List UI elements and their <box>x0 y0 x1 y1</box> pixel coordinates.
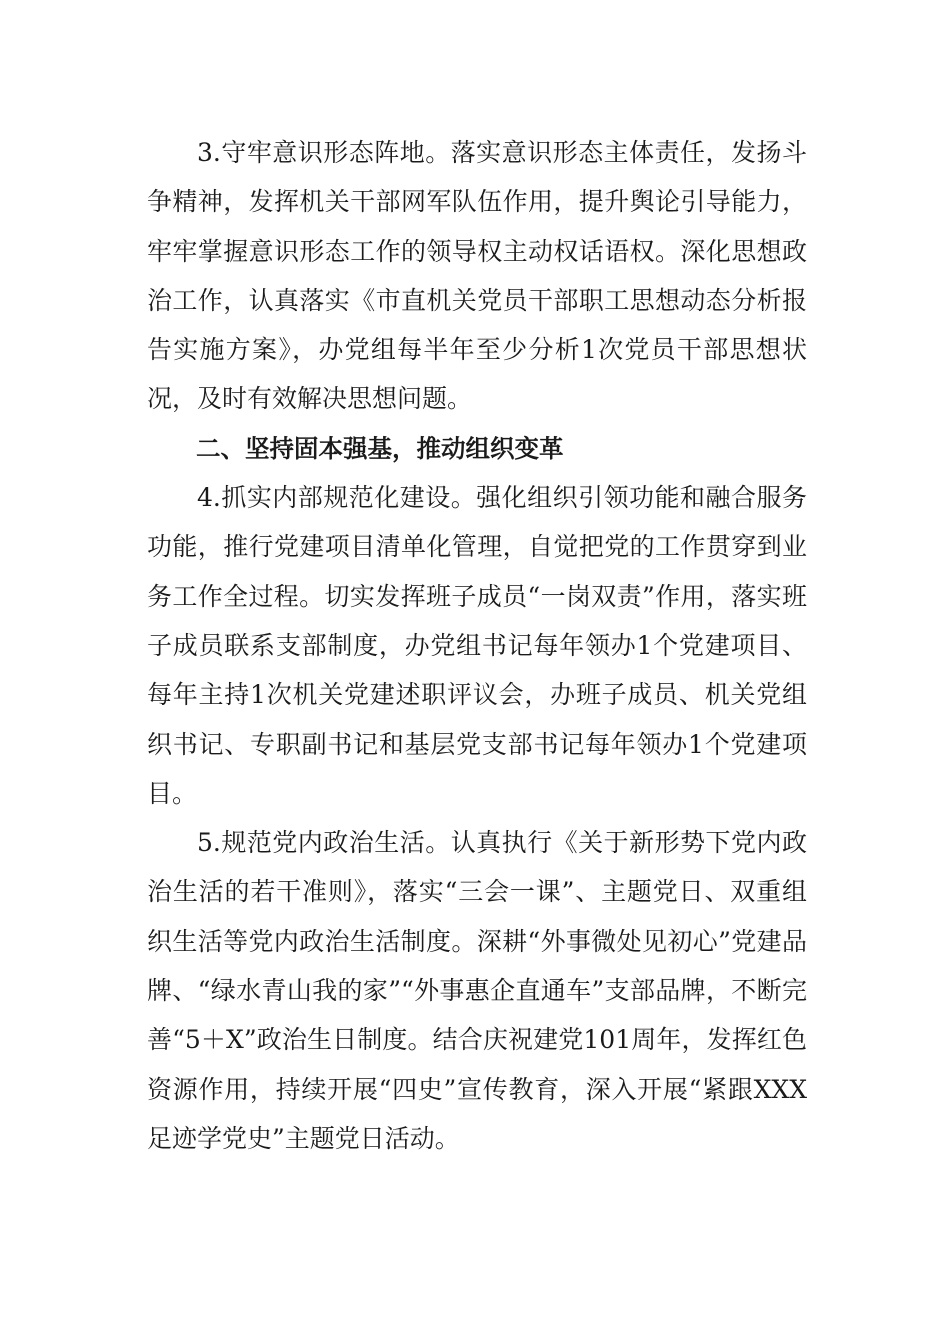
section-heading-2: 二、坚持固本强基，推动组织变革 <box>196 433 564 463</box>
document-body <box>147 128 807 1163</box>
paragraph-5-political-life: 5.规范党内政治生活。认真执行《关于新形势下党内政治生活的若干准则》，落实“三会一课”、主题党日、双重组织生活等党内政治生活制度。深耕“外事微处见初心”党建品牌、“绿水青山我的家”“外事惠企直通车”支部品牌，不断完善“5＋X”政治生日制度。结合庆祝建党101周年，发挥红色资源作用，持续开展“四史”宣传教育，深入开展“紧跟XXX足迹学党史”主题党日活动。 <box>147 828 807 1153</box>
paragraph-3-ideology: 3.守牢意识形态阵地。落实意识形态主体责任，发扬斗争精神，发挥机关干部网军队伍作用，提升舆论引导能力，牢牢掌握意识形态工作的领导权主动权话语权。深化思想政治工作，认真落实《市直机关党员干部职工思想动态分析报告实施方案》，办党组每半年至少分析1次党员干部思想状况，及时有效解决思想问题。 <box>147 138 807 414</box>
paragraph-4-standardization: 4.抓实内部规范化建设。强化组织引领功能和融合服务功能，推行党建项目清单化管理，自觉把党的工作贯穿到业务工作全过程。切实发挥班子成员“一岗双责”作用，落实班子成员联系支部制度，办党组书记每年领办1个党建项目、每年主持1次机关党建述职评议会，办班子成员、机关党组织书记、专职副书记和基层党支部书记每年领办1个党建项目。 <box>147 483 807 808</box>
